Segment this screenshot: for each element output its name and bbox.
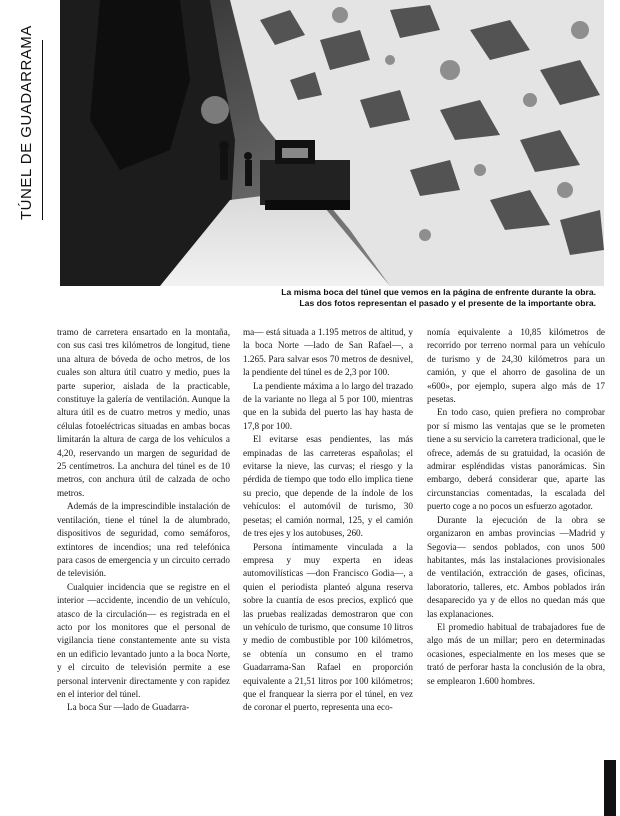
text-column-1 (57, 326, 230, 715)
section-divider (42, 40, 43, 220)
section-label-text: TÚNEL DE GUADARRAMA (18, 25, 35, 220)
photo-illustration (60, 0, 604, 286)
paragraph: La boca Sur —lado de Guadarra- (67, 702, 190, 713)
paragraph: tramo de carretera ensartado en la montaña, con sus casi tres kilómetros de longitud, tiene una altura de bóveda de ocho metros, de los cuales son altura útil cuatro y medio, pues la parte superior, aislada de la practicable, constituye la galería de ventilación. Aunque la altura útil es de cuatro metros y medio, unas células fotoeléctricas situadas en ambas bocas limitarán la altura de carga de los vehículos a 4,20, reservando un margen de seguridad de 25 centímetros. La anchura del túnel es de 10 metros, con anchura útil de calzada de ocho metros. (57, 327, 230, 498)
paragraph: Además de la imprescindible instalación de ventilación, tiene el túnel la de alumbrado, dispositivos de seguridad, como semáforos, extintores de incendios; una red telefónica para casos de emergencia y un circuito cerrado de televisión. (57, 501, 230, 579)
paragraph: nomía equivalente a 10,85 kilómetros de recorrido por terreno normal para un vehículo de turismo y de 24,30 kilómetros para un camión, y que el ahorro de gasolina de un «600», por ejemplo, supera algo más de 17 pesetas. (427, 327, 605, 405)
page-edge-mark (604, 760, 616, 816)
paragraph: El promedio habitual de trabajadores fue de algo más de un millar; pero en determinadas ocasiones, especialmente en los meses que se trató de perforar hasta la conclusión de la obra, se emplearon 1.600 hombres. (427, 621, 605, 686)
paragraph: Persona íntimamente vinculada a la empresa y muy experta en ideas automovilísticas —don Francisco Godia—, a quien el periodista planteó alguna reserva sobre la cuantía de esos precios, explicó que las pruebas realizadas demostraron que con un vehículo de turismo, que consume 10 litros y medio de combustible por 100 kilómetros, se obtenía un consumo en el tramo Guadarrama-San Rafael en proporción equivalente a 21,51 litros por 100 kilómetros; que el franquear la sierra por el túnel, en vez de coronar el puerto, representa una eco- (243, 541, 413, 713)
paragraph: Durante la ejecución de la obra se organizaron en ambas provincias —Madrid y Segovia— sendos poblados, con unos 500 habitantes, más las instalaciones provisionales de ventilación, extracción de gases, oficinas, laboratorio, talleres, etc. Ambos poblados irán desaparecido ya y de ellos no quedan más que las explanaciones. (427, 514, 605, 619)
caption-line-2: Las dos fotos representan el pasado y el presente de la importante obra. (299, 298, 596, 308)
caption-line-1: La misma boca del túnel que vemos en la página de enfrente durante la obra. (281, 287, 596, 297)
paragraph: Cualquier incidencia que se registre en el interior —accidente, incendio de un vehículo, atasco de la circulación— es registrada en el acto por los monitores que el personal de vigilancia tiene constantemente ante su vista en un edificio levantado junto a la boca Norte, y el circuito de televisión permite a ese personal intervenir directamente y con rapidez en el interior del túnel. (57, 581, 230, 699)
paragraph: ma— está situada a 1.195 metros de altitud, y la boca Norte —lado de San Rafael—, a 1.265. Para salvar esos 70 metros de desnivel, la pendiente del túnel es de 2,3 por 100. (243, 327, 413, 378)
paragraph: En todo caso, quien prefiera no comprobar por sí mismo las ventajas que se le prometen tiene a su servicio la carretera tradicional, que le ofrece, además de su gratuidad, la ocasión de admirar espléndidas vistas panorámicas. Sin embargo, deberá considerar que, aparte las circunstancias comentadas, la escalada del puerto coge a no pocos un esfuerzo agotador. (427, 407, 605, 512)
tunnel-construction-photo (60, 0, 604, 286)
paragraph: El evitarse esas pendientes, las más empinadas de las carreteras españolas; el evitarse la nieve, las curvas; el riesgo y la pérdida de tiempo que todo ello implica tiene su precio, que depende de la índole de los vehículos: el automóvil de turismo, 30 pesetas; el camión normal, 125, y el camión de tres ejes y los autobuses, 260. (243, 434, 413, 539)
text-column-2 (243, 326, 413, 715)
section-label (16, 25, 38, 220)
photo-caption (196, 287, 596, 309)
text-column-3 (427, 326, 605, 688)
paragraph: La pendiente máxima a lo largo del trazado de la variante no llega al 5 por 100, mientras que en la subida del puerto las hay hasta de 17,8 por 100. (243, 380, 413, 431)
